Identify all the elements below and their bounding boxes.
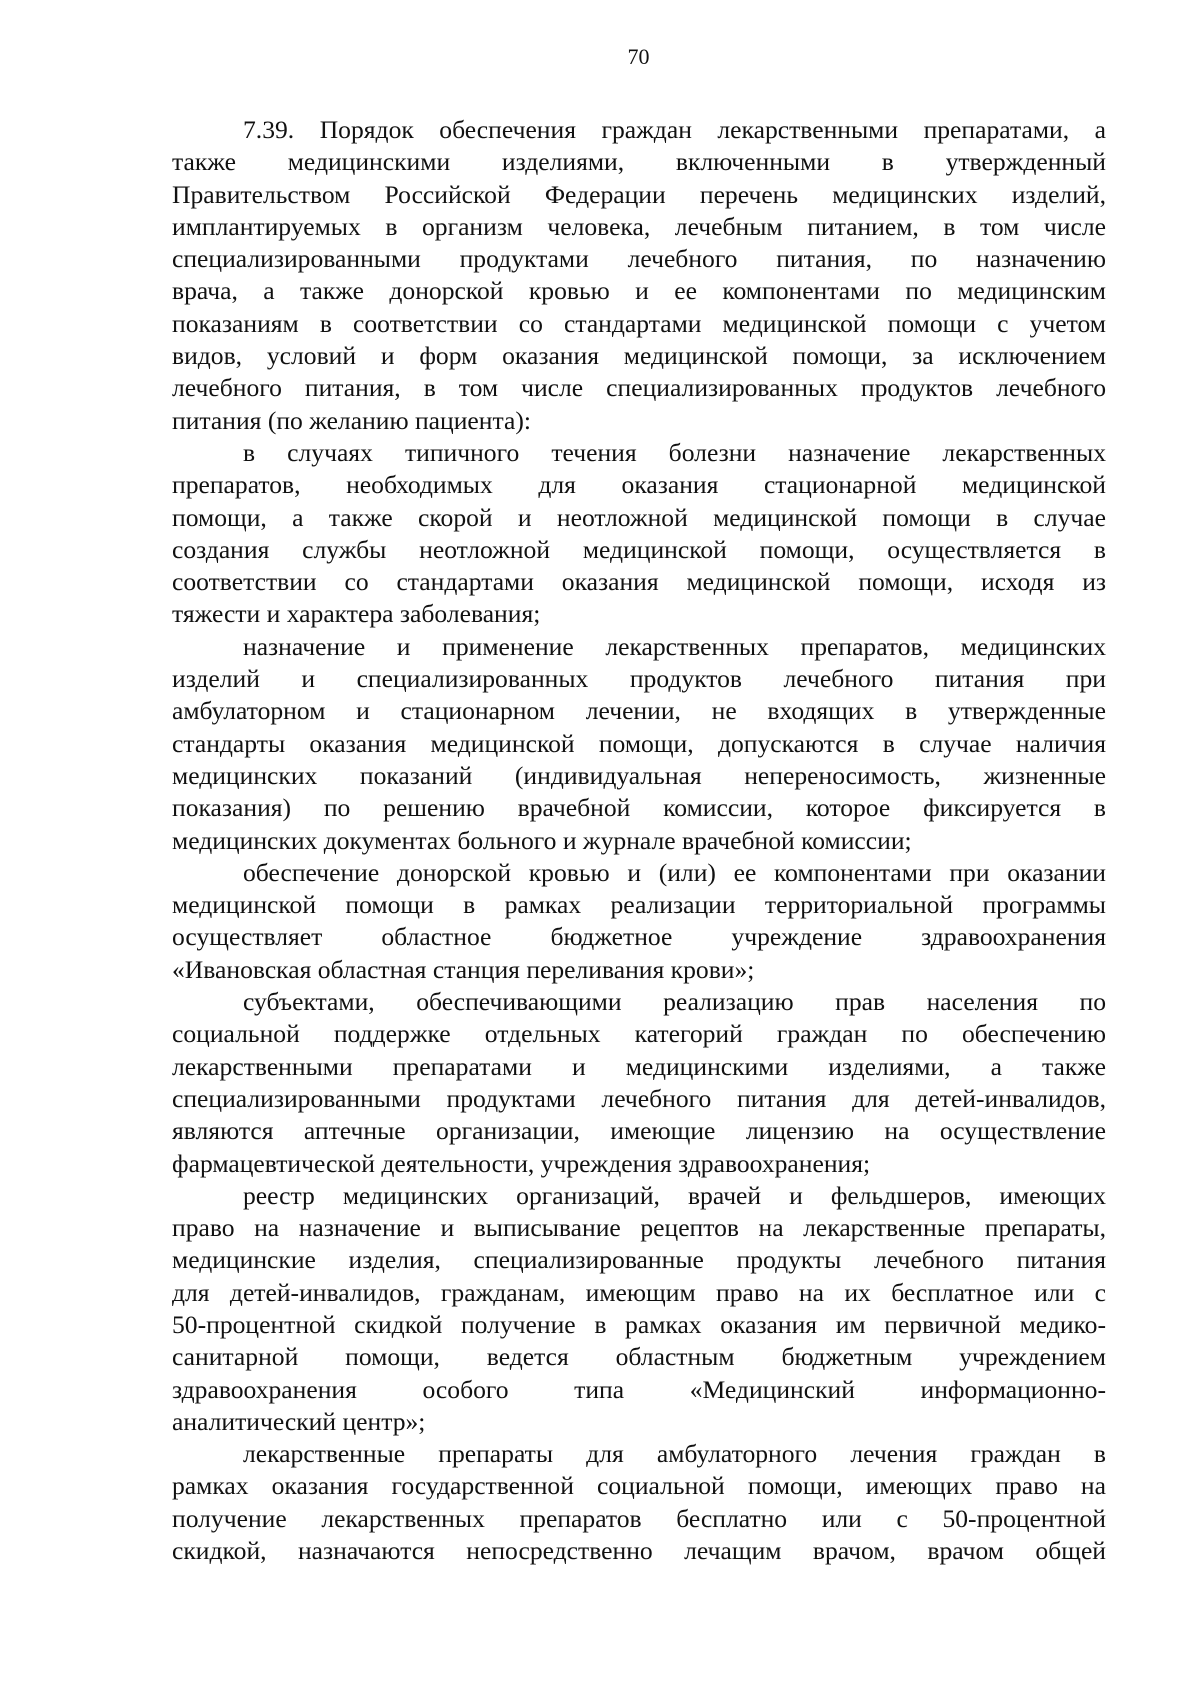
- text-line: право на назначение и выписывание рецептов на лекарственные препараты,: [172, 1213, 1106, 1243]
- text-line: медицинской помощи в рамках реализации территориальной программы: [172, 890, 1106, 920]
- text-line: назначение и применение лекарственных препаратов, медицинских: [243, 631, 1106, 661]
- text-line: являются аптечные организации, имеющие лицензию на осуществление: [172, 1116, 1106, 1146]
- text-line: 7.39. Порядок обеспечения граждан лекарственными препаратами, а: [243, 115, 1106, 144]
- text-line: скидкой, назначаются непосредственно лечащим врачом, врачом общей: [172, 1536, 1106, 1566]
- text-line: здравоохранения особого типа «Медицинский информационно-: [172, 1374, 1106, 1404]
- text-line: рамках оказания государственной социальной помощи, имеющих право на: [172, 1471, 1106, 1501]
- text-line: создания службы неотложной медицинской помощи, осуществляется в: [172, 534, 1106, 564]
- paragraph: [172, 986, 1106, 1180]
- paragraph: [172, 1180, 1106, 1438]
- text-line: реестр медицинских организаций, врачей и фельдшеров, имеющих: [243, 1180, 1106, 1210]
- text-line: стандарты оказания медицинской помощи, допускаются в случае наличия: [172, 728, 1106, 758]
- text-line: показаниям в соответствии со стандартами медицинской помощи с учетом: [172, 308, 1106, 338]
- text-line: социальной поддержке отдельных категорий граждан по обеспечению: [172, 1019, 1106, 1049]
- text-line: для детей-инвалидов, гражданам, имеющим право на их бесплатное или с: [172, 1277, 1106, 1307]
- text-line: амбулаторном и стационарном лечении, не входящих в утвержденные: [172, 696, 1106, 726]
- text-line: препаратов, необходимых для оказания стационарной медицинской: [172, 470, 1106, 500]
- text-line: в случаях типичного течения болезни назначение лекарственных: [243, 437, 1106, 467]
- text-line: 50-процентной скидкой получение в рамках оказания им первичной медико-: [172, 1309, 1106, 1339]
- text-line: изделий и специализированных продуктов лечебного питания при: [172, 664, 1106, 694]
- text-line: лекарственные препараты для амбулаторного лечения граждан в: [243, 1439, 1106, 1469]
- text-line: специализированными продуктами лечебного питания, по назначению: [172, 244, 1106, 274]
- paragraph: [172, 114, 1106, 437]
- text-line: питания (по желанию пациента):: [172, 405, 531, 435]
- text-line: соответствии со стандартами оказания медицинской помощи, исходя из: [172, 567, 1106, 597]
- text-line: субъектами, обеспечивающими реализацию прав населения по: [243, 987, 1106, 1017]
- text-line: тяжести и характера заболевания;: [172, 599, 541, 629]
- text-line: лечебного питания, в том числе специализированных продуктов лечебного: [172, 373, 1106, 403]
- paragraph: [172, 857, 1106, 986]
- text-line: медицинских документах больного и журнале врачебной комиссии;: [172, 825, 912, 855]
- text-line: специализированными продуктами лечебного питания для детей-инвалидов,: [172, 1083, 1106, 1113]
- text-line: имплантируемых в организм человека, лечебным питанием, в том числе: [172, 211, 1106, 241]
- text-line: также медицинскими изделиями, включенными в утвержденный: [172, 147, 1106, 177]
- text-line: обеспечение донорской кровью и (или) ее компонентами при оказании: [243, 857, 1106, 887]
- text-line: врача, а также донорской кровью и ее компонентами по медицинским: [172, 276, 1106, 306]
- page-number: 70: [627, 44, 650, 69]
- text-line: лекарственными препаратами и медицинскими изделиями, а также: [172, 1051, 1106, 1081]
- text-line: медицинских показаний (индивидуальная непереносимость, жизненные: [172, 760, 1106, 790]
- text-line: показания) по решению врачебной комиссии, которое фиксируется в: [172, 793, 1106, 823]
- text-line: «Ивановская областная станция переливания крови»;: [172, 954, 755, 984]
- text-line: осуществляет областное бюджетное учреждение здравоохранения: [172, 922, 1106, 952]
- text-line: медицинские изделия, специализированные продукты лечебного питания: [172, 1245, 1106, 1275]
- text-line: помощи, а также скорой и неотложной медицинской помощи в случае: [172, 502, 1106, 532]
- text-line: фармацевтической деятельности, учреждения здравоохранения;: [172, 1148, 871, 1178]
- text-line: Правительством Российской Федерации перечень медицинских изделий,: [172, 179, 1106, 209]
- text-line: санитарной помощи, ведется областным бюджетным учреждением: [172, 1342, 1106, 1372]
- text-line: аналитический центр»;: [172, 1406, 426, 1436]
- paragraph: [172, 631, 1106, 857]
- paragraph: [172, 1438, 1106, 1567]
- paragraph: [172, 437, 1106, 631]
- text-line: получение лекарственных препаратов бесплатно или с 50-процентной: [172, 1503, 1106, 1533]
- text-line: видов, условий и форм оказания медицинской помощи, за исключением: [172, 341, 1106, 371]
- document-body: [172, 114, 1106, 1567]
